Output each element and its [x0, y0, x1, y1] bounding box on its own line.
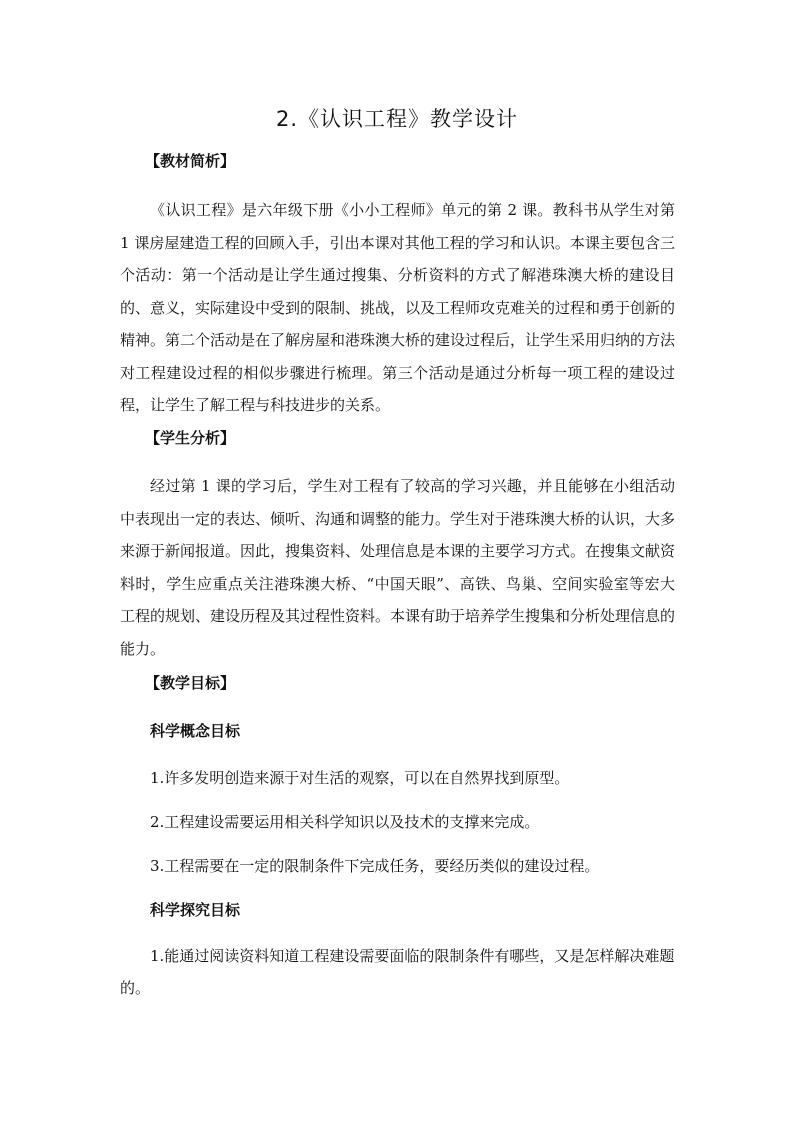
section-heading-students: 【学生分析】: [145, 429, 236, 447]
document-title: 2.《认识工程》教学设计: [275, 107, 519, 131]
subheading-inquiry-goals: 科学探究目标: [150, 901, 241, 919]
concept-goal-item-1: 1.许多发明创造来源于对生活的观察，可以在自然界找到原型。: [150, 769, 570, 787]
section-heading-goals: 【教学目标】: [145, 674, 236, 692]
inquiry-goal-item-1: 1.能通过阅读资料知道工程建设需要面临的限制条件有哪些，又是怎样解决难题的。: [120, 947, 675, 997]
section-heading-textbook: 【教材简析】: [145, 152, 236, 170]
concept-goal-item-3: 3.工程需要在一定的限制条件下完成任务，要经历类似的建设过程。: [150, 857, 600, 875]
student-analysis-paragraph: 经过第 1 课的学习后，学生对工程有了较高的学习兴趣，并且能够在小组活动中表现出一定的表达、倾听、沟通和调整的能力。学生对于港珠澳大桥的认识，大多来源于新闻报道。因此，搜集资料、处理信息是本课的主要学习方式。在搜集文献资料时，学生应重点关注港珠澳大桥、“中国天眼”、高铁、鸟巢、空间实验室等宏大工程的规划、建设历程及其过程性资料。本课有助于培养学生搜集和分析处理信息的能力。: [120, 477, 676, 658]
textbook-analysis-paragraph: 《认识工程》是六年级下册《小小工程师》单元的第 2 课。教科书从学生对第 1 课房屋建造工程的回顾入手，引出本课对其他工程的学习和认识。本课主要包含三个活动：第一个活动是让学生通过搜集、分析资料的方式了解港珠澳大桥的建设目的、意义，实际建设中受到的限制、挑战，以及工程师攻克难关的过程和勇于创新的精神。第二个活动是在了解房屋和港珠澳大桥的建设过程后，让学生采用归纳的方法对工程建设过程的相似步骤进行梳理。第三个活动是通过分析每一项工程的建设过程，让学生了解工程与科技进步的关系。: [120, 201, 676, 414]
subheading-concept-goals: 科学概念目标: [150, 722, 241, 740]
concept-goal-item-2: 2.工程建设需要运用相关科学知识以及技术的支撑来完成。: [150, 813, 540, 831]
